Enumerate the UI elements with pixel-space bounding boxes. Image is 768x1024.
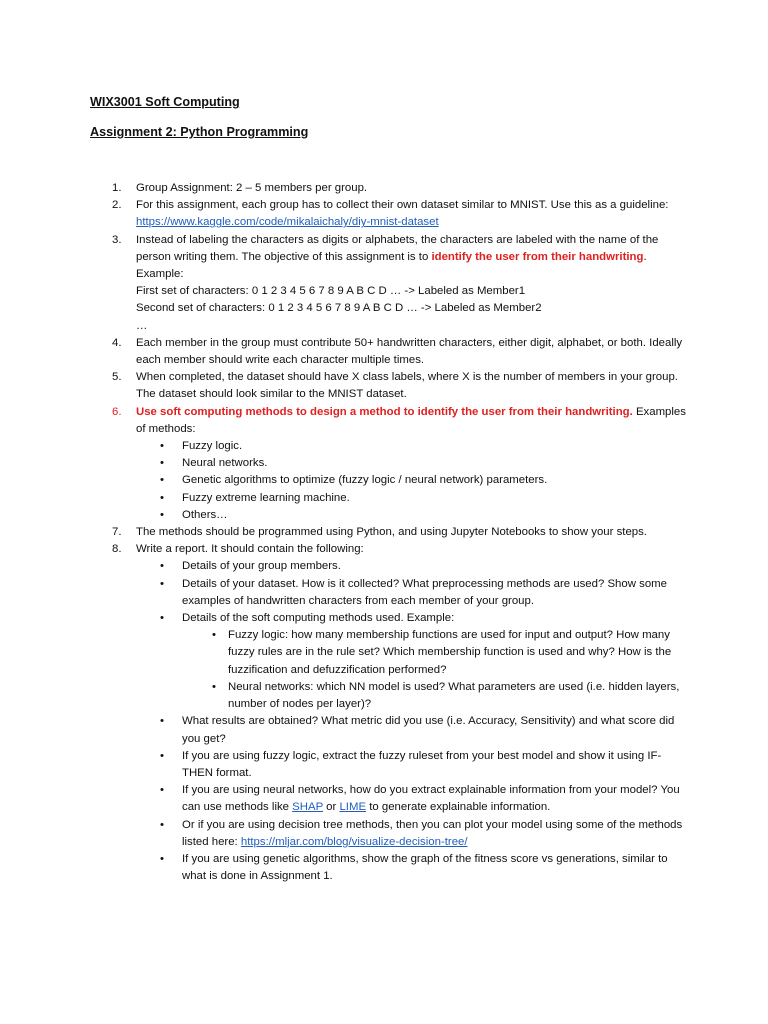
method-bullet: • Others… [160,508,228,521]
course-title: WIX3001 Soft Computing [90,95,240,109]
list-item-1: 1. Group Assignment: 2 – 5 members per group. [112,182,368,194]
report-bullet: • If you are using neural networks, how do you extract explainable information from your model? You can use methods like SHAP or LIME to generate explainable information. [160,784,680,814]
mljar-link[interactable]: https://mljar.com/blog/visualize-decision-tree/ [240,835,468,848]
list-item-3: 3. Instead of labeling the characters as digits or alphabets, the characters are labeled with the name of the person writing them. The objective of this assignment is to identify the user from their handwriting. Example: First set of characters: 0 1 2 3 4 5 6 7 8 9 A B C D … -> Labeled as Member1 Second set of characters: 0 1 2 3 4 5 6 7 8 9 A B C D … -> Labeled as Member2 … [90,232,690,335]
example-ellipsis: … [136,319,148,332]
report-bullet: • Details of the soft computing methods used. Example: [160,612,455,625]
report-bullet: • Details of your group members. [160,560,341,573]
example-label: Example: [136,268,184,281]
report-bullet: • If you are using fuzzy logic, extract the fuzzy ruleset from your best model and show it using IF-THEN format. [160,749,662,779]
report-sub-bullet: • Neural networks: which NN model is used? What parameters are used (i.e. hidden layers, number of nodes per layer)? [212,680,680,711]
highlight-method: Use soft computing methods to design a method to identify the user from their handwriting. [136,405,633,418]
report-sub-bullet: • Fuzzy logic: how many membership functions are used for input and output? How many fuzzy rules are in the rule set? Which membership function is used and why? How is the fuzzification and defuzzification performed? [212,629,672,676]
highlight-objective: identify the user from their handwriting [431,250,644,263]
assignment-title: Assignment 2: Python Programming [90,125,309,139]
report-bullet: • Details of your dataset. How is it collected? What preprocessing methods are used? Show some examples of handwritten characters from each member of your group. [160,577,667,607]
example-line-1: First set of characters: 0 1 2 3 4 5 6 7 8 9 A B C D … -> Labeled as Member1 [136,285,526,298]
method-bullet: • Neural networks. [160,457,268,470]
shap-link[interactable]: SHAP [292,801,323,814]
method-bullet: • Fuzzy logic. [160,440,243,453]
list-item-5: 5. When completed, the dataset should have X class labels, where X is the number of members in your group. The dataset should look similar to the MNIST dataset. [112,371,678,401]
report-bullet: • Or if you are using decision tree methods, then you can plot your model using some of the methods listed here: https://mljar.com/blog/visualize-decision-tree/ [160,818,683,848]
lime-link[interactable]: LIME [339,801,367,814]
report-bullet: • If you are using genetic algorithms, show the graph of the fitness score vs generations, similar to what is done in Assignment 1. [160,852,668,883]
list-item-7: 7. The methods should be programmed using Python, and using Jupyter Notebooks to show your steps. [112,526,647,539]
report-bullet: • What results are obtained? What metric did you use (i.e. Accuracy, Sensitivity) and what score did you get? [160,715,675,745]
list-item-2: 2. For this assignment, each group has to collect their own dataset similar to MNIST. Use this as a guideline: https://www.kaggle.com/code/mikalaichaly/diy-mnist-dataset [112,199,669,229]
method-bullet: • Genetic algorithms to optimize (fuzzy logic / neural network) parameters. [160,474,548,487]
list-item-4: 4. Each member in the group must contribute 50+ handwritten characters, either digit, alphabet, or both. Ideally each member should write each character multiple times. [112,336,683,367]
list-item-8: 8. Write a report. It should contain the following: [112,543,364,556]
instructions-list [90,180,690,885]
method-bullet: • Fuzzy extreme learning machine. [160,491,350,504]
example-line-2: Second set of characters: 0 1 2 3 4 5 6 7 8 9 A B C D … -> Labeled as Member2 [136,302,542,315]
list-item-6: 6. Use soft computing methods to design a method to identify the user from their handwriting. Examples of methods: [112,405,686,435]
kaggle-link[interactable]: https://www.kaggle.com/code/mikalaichaly/diy-mnist-dataset [136,216,439,229]
